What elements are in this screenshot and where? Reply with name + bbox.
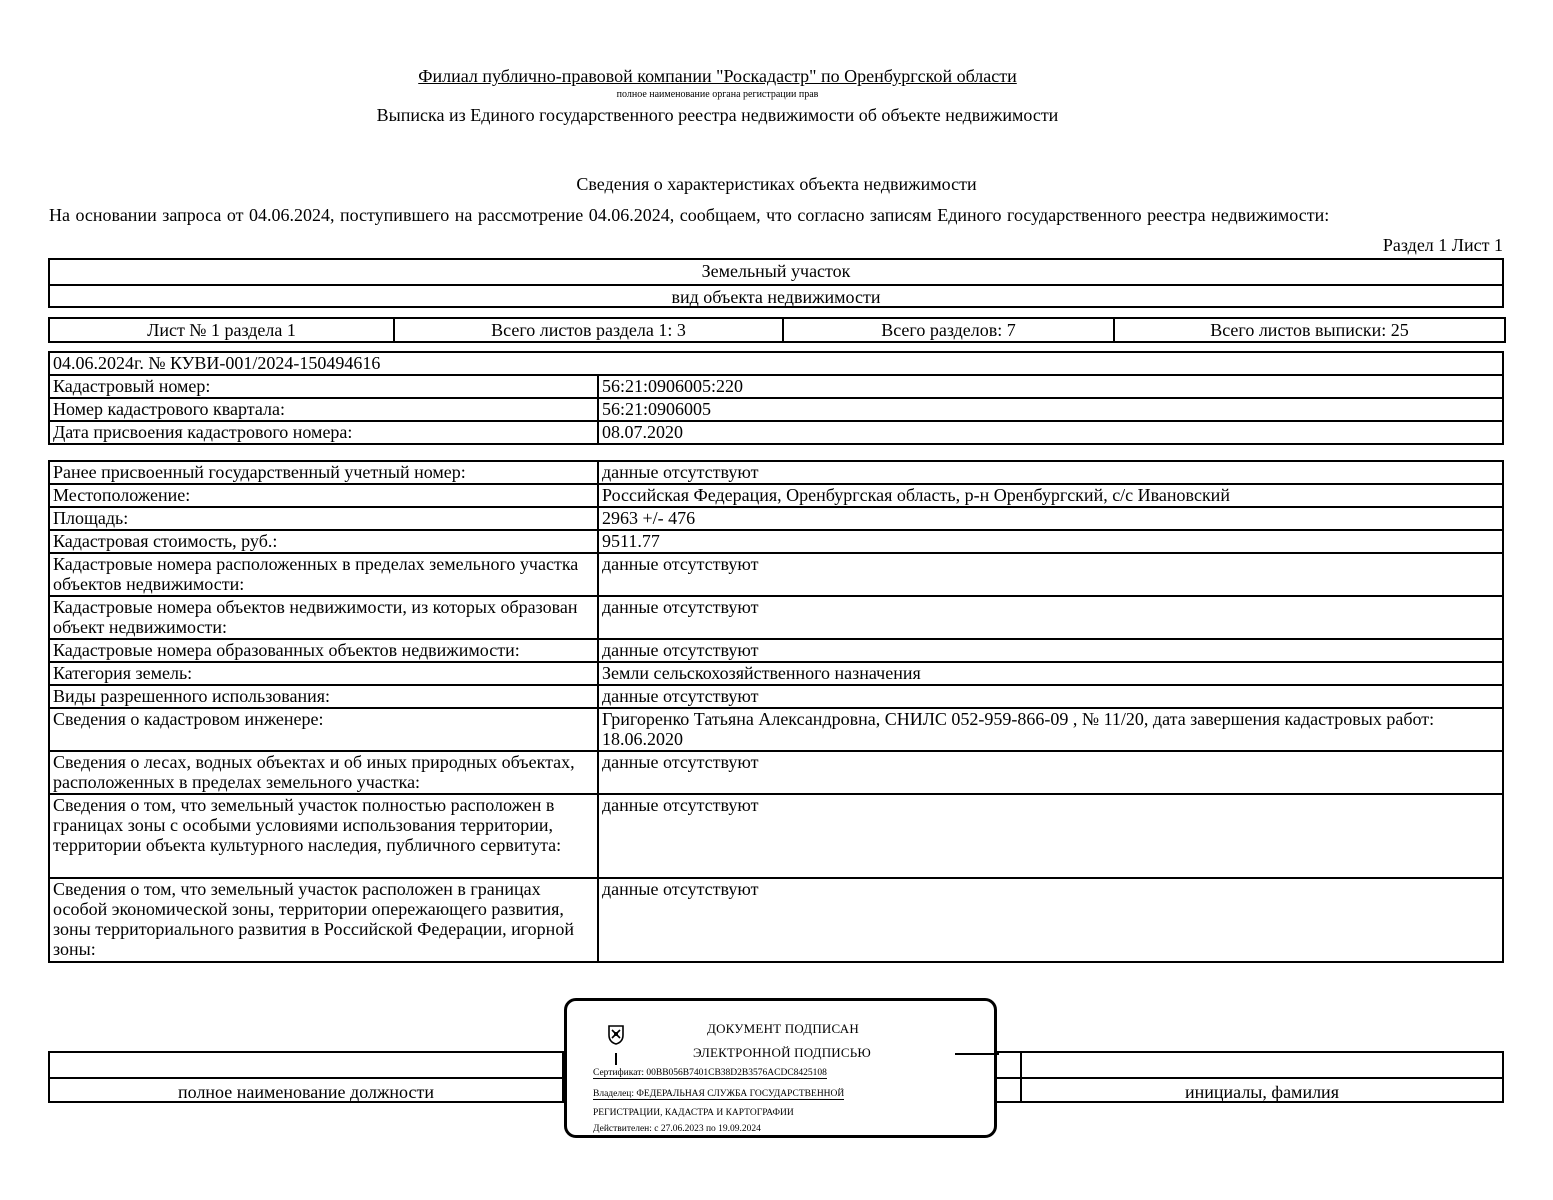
electronic-signature-stamp <box>564 998 997 1138</box>
stamp-title-line1: ДОКУМЕНТ ПОДПИСАН <box>707 1021 859 1036</box>
table-row <box>49 530 1503 553</box>
document-title: Выписка из Единого государственного реестра недвижимости об объекте недвижимости <box>376 105 1059 125</box>
row-value: 56:21:0906005 <box>598 398 1503 421</box>
row-value: 2963 +/- 476 <box>598 507 1503 530</box>
row-value: Земли сельскохозяйственного назначения <box>598 662 1503 685</box>
row-label: Категория земель: <box>49 662 598 685</box>
table-row <box>49 596 1503 639</box>
row-value: Российская Федерация, Оренбургская область, р-н Оренбургский, с/с Ивановский <box>598 484 1503 507</box>
position-signature-field <box>48 1051 564 1103</box>
row-value: данные отсутствуют <box>598 685 1503 708</box>
table-row <box>49 375 1503 398</box>
row-label: Площадь: <box>49 507 598 530</box>
cadastral-info-table <box>48 351 1504 445</box>
table-row <box>49 507 1503 530</box>
name-signature-field <box>1020 1051 1504 1103</box>
row-label: Дата присвоения кадастрового номера: <box>49 421 598 444</box>
row-value: данные отсутствуют <box>598 639 1503 662</box>
sheet-number: Лист № 1 раздела 1 <box>49 318 394 342</box>
record-id: 04.06.2024г. № КУВИ-001/2024-150494616 <box>49 352 1503 375</box>
total-extract-sheets: Всего листов выписки: 25 <box>1114 318 1505 342</box>
signature-gap <box>994 1051 1022 1103</box>
object-type: Земельный участок <box>701 261 851 281</box>
object-type-caption: вид объекта недвижимости <box>50 284 1502 310</box>
total-section-sheets: Всего листов раздела 1: 3 <box>394 318 783 342</box>
table-row <box>49 639 1503 662</box>
table-row <box>49 751 1503 794</box>
object-type-box <box>48 258 1504 308</box>
table-row <box>49 708 1503 751</box>
coat-of-arms-icon <box>607 1023 625 1045</box>
characteristics-table <box>48 460 1504 963</box>
stamp-certificate: Сертификат: 00BB056B7401CB38D2B3576ACDC8425108 <box>593 1068 827 1078</box>
table-row <box>49 794 1503 878</box>
row-value: данные отсутствуют <box>598 878 1503 962</box>
stamp-owner-continued: РЕГИСТРАЦИИ, КАДАСТРА И КАРТОГРАФИИ <box>593 1108 794 1118</box>
row-label: Местоположение: <box>49 484 598 507</box>
sheets-info-table <box>48 317 1506 343</box>
row-value: данные отсутствуют <box>598 794 1503 878</box>
row-value: данные отсутствуют <box>598 553 1503 596</box>
table-row <box>49 461 1503 484</box>
table-row <box>49 484 1503 507</box>
table-row <box>49 398 1503 421</box>
table-row <box>49 685 1503 708</box>
stamp-validity: Действителен: с 27.06.2023 по 19.09.2024 <box>593 1124 761 1134</box>
row-value: данные отсутствуют <box>598 751 1503 794</box>
name-caption: инициалы, фамилия <box>1185 1082 1339 1102</box>
organization-name: Филиал публично-правовой компании "Роскадастр" по Оренбургской области <box>418 66 1017 86</box>
request-basis-text: На основании запроса от 04.06.2024, поступившего на рассмотрение 04.06.2024, сообщаем, что согласно записям Единого государственного реестра недвижимости: <box>49 205 1330 225</box>
row-label: Номер кадастрового квартала: <box>49 398 598 421</box>
position-caption: полное наименование должности <box>178 1082 434 1102</box>
row-label: Кадастровый номер: <box>49 375 598 398</box>
row-label: Ранее присвоенный государственный учетный номер: <box>49 461 598 484</box>
row-value: данные отсутствуют <box>598 461 1503 484</box>
row-value: Григоренко Татьяна Александровна, СНИЛС 052-959-866-09 , № 11/20, дата завершения кадастровых работ: 18.06.2020 <box>598 708 1503 751</box>
section-title: Сведения о характеристиках объекта недвижимости <box>576 174 977 194</box>
row-label: Сведения о том, что земельный участок расположен в границах особой экономической зоны, территории опережающего развития, зоны территориального развития в Российской Федерации, игорной зоны: <box>49 878 598 962</box>
organization-caption: полное наименование органа регистрации прав <box>616 89 819 100</box>
row-value: 56:21:0906005:220 <box>598 375 1503 398</box>
sheet-reference: Раздел 1 Лист 1 <box>1382 235 1503 255</box>
row-label: Кадастровая стоимость, руб.: <box>49 530 598 553</box>
table-row <box>49 553 1503 596</box>
row-value: данные отсутствуют <box>598 596 1503 639</box>
row-label: Кадастровые номера объектов недвижимости, из которых образован объект недвижимости: <box>49 596 598 639</box>
row-label: Сведения о лесах, водных объектах и об иных природных объектах, расположенных в пределах земельного участка: <box>49 751 598 794</box>
row-label: Виды разрешенного использования: <box>49 685 598 708</box>
table-row <box>49 878 1503 962</box>
row-value: 9511.77 <box>598 530 1503 553</box>
row-label: Кадастровые номера расположенных в пределах земельного участка объектов недвижимости: <box>49 553 598 596</box>
table-row <box>49 421 1503 444</box>
row-value: 08.07.2020 <box>598 421 1503 444</box>
row-label: Сведения о том, что земельный участок полностью расположен в границах зоны с особыми условиями использования территории, территории объекта культурного наследия, публичного сервитута: <box>49 794 598 878</box>
stamp-title-line2: ЭЛЕКТРОННОЙ ПОДПИСЬЮ <box>693 1045 871 1060</box>
table-row <box>49 662 1503 685</box>
stamp-owner: Владелец: ФЕДЕРАЛЬНАЯ СЛУЖБА ГОСУДАРСТВЕННОЙ <box>593 1089 845 1099</box>
row-label: Сведения о кадастровом инженере: <box>49 708 598 751</box>
total-sections: Всего разделов: 7 <box>783 318 1114 342</box>
row-label: Кадастровые номера образованных объектов недвижимости: <box>49 639 598 662</box>
